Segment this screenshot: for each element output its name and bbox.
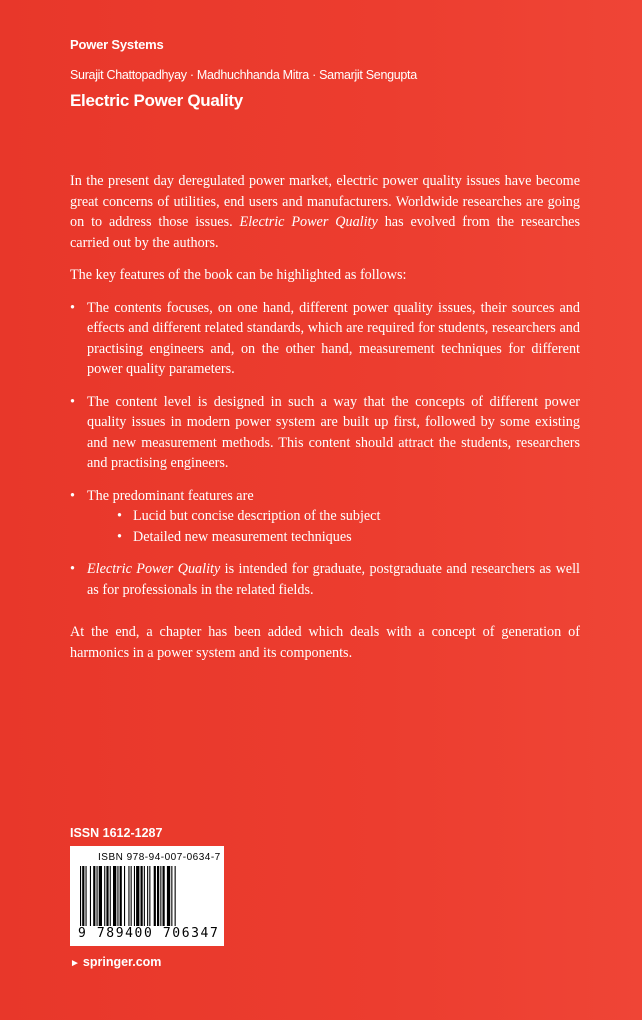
author-list: Surajit Chattopadhyay · Madhuchhanda Mitra · Samarjit Sengupta bbox=[70, 68, 417, 82]
list-item bbox=[70, 392, 580, 474]
issn-number: ISSN 1612-1287 bbox=[70, 826, 163, 840]
barcode-bar bbox=[97, 866, 98, 926]
intro-paragraph bbox=[70, 171, 580, 253]
barcode-bar bbox=[110, 866, 111, 926]
publisher-url: springer.com bbox=[82, 955, 162, 969]
intro-book-title: Electric Power Quality bbox=[239, 214, 378, 230]
features-lead: The key features of the book can be highlighted as follows: bbox=[70, 267, 407, 283]
bullet-icon: • bbox=[117, 528, 122, 545]
list-item bbox=[70, 559, 580, 600]
feature-book-title: Electric Power Quality bbox=[87, 561, 221, 577]
features-list bbox=[70, 298, 580, 601]
barcode-bar bbox=[117, 866, 118, 926]
barcode-bar bbox=[136, 866, 139, 926]
barcode-bar bbox=[82, 866, 84, 926]
barcode-bar bbox=[141, 866, 143, 926]
series-name: Power Systems bbox=[70, 37, 164, 52]
barcode-bar bbox=[149, 866, 150, 926]
sub-feature-text: Lucid but concise description of the subject bbox=[133, 508, 381, 524]
blurb bbox=[70, 171, 580, 675]
barcode-bar bbox=[128, 866, 129, 926]
bullet-icon: • bbox=[117, 508, 122, 524]
sub-feature-text: Detailed new measurement techniques bbox=[133, 528, 352, 545]
sub-list-item bbox=[117, 506, 580, 527]
barcode bbox=[70, 846, 224, 946]
barcode-bar bbox=[147, 866, 148, 926]
intro-text-2: has evolved from the researches carried out by the authors. bbox=[70, 214, 580, 251]
barcode-bar bbox=[106, 866, 108, 926]
barcode-bar bbox=[90, 866, 91, 926]
barcode-bars bbox=[80, 866, 214, 926]
barcode-bar bbox=[163, 866, 165, 926]
bullet-icon: • bbox=[70, 393, 75, 410]
barcode-bar bbox=[134, 866, 135, 926]
barcode-bar bbox=[86, 866, 87, 926]
sub-features-list bbox=[87, 506, 580, 547]
barcode-bar bbox=[131, 866, 132, 926]
feature-text: The contents focuses, on one hand, different power quality issues, their sources and effects and different related standards, which are required for students, researchers and practising engineers and, on the other hand, measurement techniques for different power quality parameters. bbox=[87, 299, 580, 377]
barcode-digits: 9 789400 706347 bbox=[78, 926, 220, 941]
barcode-bar bbox=[167, 866, 170, 926]
bullet-icon: • bbox=[70, 561, 75, 577]
barcode-bar bbox=[144, 866, 145, 926]
arrow-right-icon: ► bbox=[70, 958, 80, 969]
intro-text-1: In the present day deregulated power market, electric power quality issues have become great concerns of utilities, end users and manufacturers. Worldwide researches are going on to address those issues. bbox=[70, 173, 580, 230]
bullet-icon: • bbox=[70, 299, 75, 316]
closing-paragraph: At the end, a chapter has been added which deals with a concept of generation of harmonics in a power system and its components. bbox=[70, 624, 580, 661]
feature-text: The content level is designed in such a way that the concepts of different power quality issues in modern power system are built up first, followed by some existing and new measurement methods. This content should attract the students, researchers and practising engineers. bbox=[87, 393, 580, 471]
feature-text: is intended for graduate, postgraduate and researchers as well as for professionals in the related fields. bbox=[87, 561, 580, 598]
barcode-bar bbox=[175, 866, 176, 926]
feature-text: The predominant features are bbox=[87, 487, 254, 504]
barcode-bar bbox=[99, 866, 102, 926]
barcode-bar bbox=[124, 866, 125, 926]
isbn-number: ISBN 978-94-007-0634-7 bbox=[98, 852, 221, 863]
book-title: Electric Power Quality bbox=[70, 91, 243, 110]
barcode-bar bbox=[157, 866, 159, 926]
barcode-bar bbox=[154, 866, 156, 926]
barcode-bar bbox=[104, 866, 105, 926]
list-item bbox=[70, 298, 580, 380]
barcode-bar bbox=[80, 866, 81, 926]
barcode-bar bbox=[113, 866, 116, 926]
barcode-bar bbox=[93, 866, 95, 926]
publisher-link[interactable] bbox=[70, 955, 161, 969]
barcode-bar bbox=[171, 866, 172, 926]
list-item bbox=[70, 486, 580, 548]
barcode-bar bbox=[120, 866, 122, 926]
barcode-bar bbox=[160, 866, 161, 926]
sub-list-item bbox=[117, 527, 580, 548]
bullet-icon: • bbox=[70, 487, 75, 504]
